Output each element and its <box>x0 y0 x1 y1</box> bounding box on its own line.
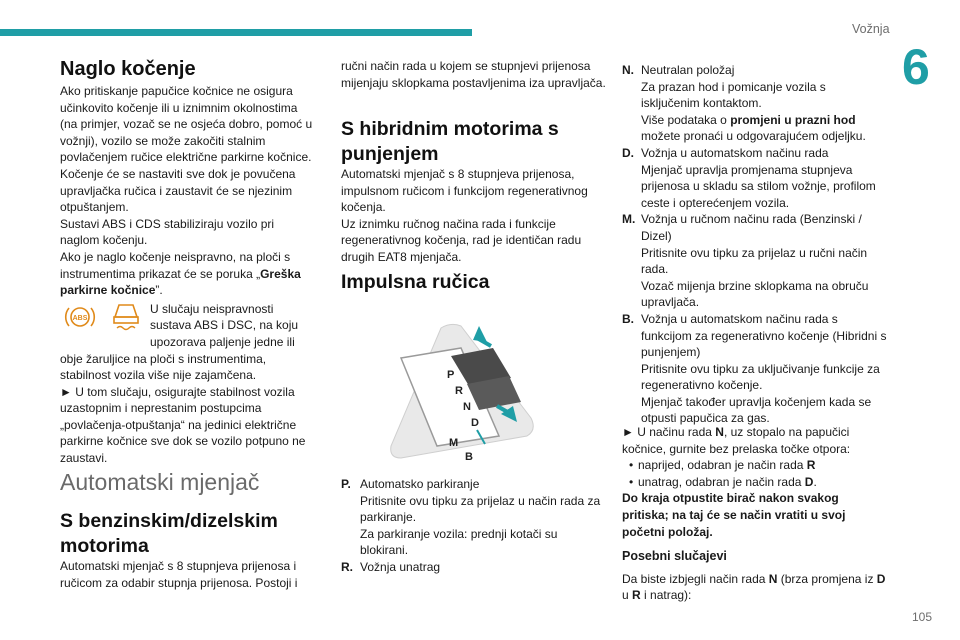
heading-automatic-gearbox: Automatski mjenjač <box>60 469 260 495</box>
abs-warning-icon <box>60 299 100 335</box>
heading-impulse-selector: Impulsna ručica <box>341 271 490 293</box>
paragraph: ► U tom slučaju, osigurajte stabilnost vozila uzastopnim i neprestanim postupcima „povlačenja-otpuštanja“ na jedinici električne parkirne kočnice sve dok se vozilo potpuno ne zaustavi. <box>60 384 306 466</box>
paragraph: Do kraja otpustite birač nakon svakog pritiska; na taj će se način vratiti u svoj početni položaj. <box>622 491 846 539</box>
paragraph: Kočenje će se nastaviti sve dok je povučena upravljačka ručica i zaustavit će se njezinim otpuštanjem. <box>60 166 296 215</box>
list-item: • naprijed, odabran je način rada R <box>629 458 816 473</box>
heading-special-cases: Posebni slučajevi <box>622 549 727 564</box>
definition-item: P. Automatsko parkiranje Pritisnite ovu tipku za prijelaz u način rada za parkiranje. Za parkiranje vozila: prednji kotači su blokirani. <box>341 477 601 558</box>
paragraph: ručni način rada u kojem se stupnjevi prijenosa mijenjaju sklopkama postavljenima iza upravljača. <box>341 59 606 90</box>
stability-warning-icon <box>106 299 146 335</box>
selector-letter-n: N <box>463 401 471 413</box>
definition-item: N. Neutralan položaj Za prazan hod i pomicanje vozila s isključenim kontaktom. Više podataka o promjeni u prazni hod možete pronaći u odgovarajućem odjeljku. <box>622 63 866 144</box>
selector-letter-b: B <box>465 451 473 463</box>
chapter-number: 6 <box>902 39 930 95</box>
selector-letter-p: P <box>447 369 455 381</box>
heading-petrol-diesel: S benzinskim/dizelskim motorima <box>60 510 278 557</box>
warning-icons <box>60 299 146 335</box>
list-item: • unatrag, odabran je način rada D. <box>629 474 817 489</box>
section-name: Vožnja <box>852 22 890 36</box>
paragraph: ► U načinu rada N, uz stopalo na papučici kočnice, gurnite bez prelaska točke otpora: <box>622 425 851 456</box>
heading-emergency-braking: Naglo kočenje <box>60 58 196 80</box>
definition-list <box>622 62 887 427</box>
paragraph: U slučaju neispravnosti sustava ABS i DSC, na koju upozorava paljenje jedne ili obje žaruljice na ploči s instrumentima, stabilnost vozila više nije zajamčena. <box>60 301 299 383</box>
selector-letter-m: M <box>449 437 459 449</box>
selector-letter-r: R <box>455 385 463 397</box>
selector-letter-d: D <box>471 417 479 429</box>
definition-item: R. Vožnja unatrag <box>341 559 441 574</box>
paragraph: Automatski mjenjač s 8 stupnjeva prijenosa, impulsnom ručicom i funkcijom regenerativnog kočenja. <box>341 167 588 215</box>
paragraph: Uz iznimku ručnog načina rada i funkcije regenerativnog kočenja, rad je identičan radu drugih EAT8 mjenjača. <box>341 216 582 264</box>
paragraph: Ako je naglo kočenje neispravno, na ploči s instrumentima prikazat će se poruka „Greška parkirne kočnice”. <box>60 249 301 298</box>
svg-text:ABS: ABS <box>72 314 88 322</box>
paragraph: Ako pritiskanje papučice kočnice ne osigura učinkovito kočenje ili u iznimnim okolnostima (na primjer, vozač se ne osjeća dobro, pomoć u vožnji), vozilo se može zakočiti stalnim povlačenjem ručice električne parkirne kočnice. <box>60 84 313 165</box>
definition-item: D. Vožnja u automatskom načinu rada Mjenjač upravlja promjenama stupnjeva prijenosa u skladu sa stilom vožnje, profilom ceste i opterećenjem vozila. <box>622 145 876 210</box>
paragraph: Sustavi ABS i CDS stabiliziraju vozilo pri naglom kočenju. <box>60 216 275 248</box>
paragraph: Da biste izbjegli način rada N (brza promjena iz D u R i natrag): <box>622 571 886 603</box>
paragraph: Automatski mjenjač s 8 stupnjeva prijenosa i ručicom za odabir stupnja prijenosa. Postoji i <box>60 559 298 590</box>
top-accent-bar <box>0 29 472 36</box>
heading-plugin-hybrid: S hibridnim motorima s punjenjem <box>341 118 559 165</box>
impulse-selector-illustration <box>381 318 561 468</box>
definition-item: B. Vožnja u automatskom načinu rada s funkcijom za regenerativno kočenje (Hibridni s punjenjem) Pritisnite ovu tipku za uključivanje funkcije za regenerativno kočenje. Mjenjač također upravlja kočenjem kada se otpusti papučica za gas. <box>622 311 887 426</box>
definition-list <box>341 476 606 576</box>
page-number: 105 <box>912 610 933 624</box>
definition-item: M. Vožnja u ručnom načinu rada (Benzinski / Dizel) Pritisnite ovu tipku za prijelaz u ručni način rada. Vozač mijenja brzine sklopkama na obruču upravljača. <box>622 212 869 310</box>
emergency-braking-text <box>60 83 315 467</box>
